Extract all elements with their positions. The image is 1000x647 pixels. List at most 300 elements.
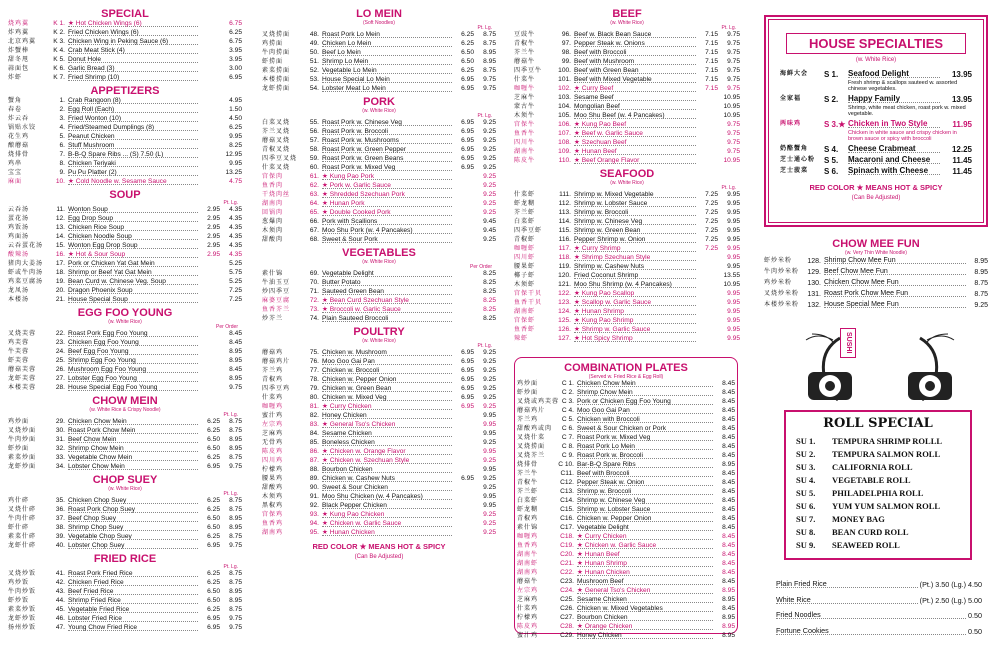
price-large: 9.25	[483, 182, 496, 190]
price-large: 8.45	[229, 366, 242, 374]
price-pint: 7.15	[705, 67, 718, 75]
item-number: 132.	[807, 302, 821, 309]
item-number: 61.	[309, 173, 319, 181]
combo-title: COMBINATION PLATES	[564, 362, 688, 374]
item-name: ★ Hunan Beef	[577, 551, 713, 558]
item-number: C 7.	[561, 434, 574, 442]
menu-item	[262, 430, 496, 439]
chinese-name: 北京鸡翼	[8, 39, 37, 46]
item-number: 94.	[309, 520, 319, 528]
price-large: 8.75	[229, 533, 242, 541]
menu-item	[8, 533, 242, 542]
section-title: PORK	[363, 96, 395, 108]
item-number: 33.	[55, 454, 65, 462]
roll-list	[796, 435, 960, 552]
chinese-name: 青椒叉烧	[262, 147, 291, 154]
item-number: 39.	[55, 533, 65, 541]
menu-item	[8, 56, 242, 65]
price-large: 9.25	[483, 439, 496, 447]
chinese-name: 陈皮鸡	[262, 449, 284, 456]
price-pint: 2.95	[207, 224, 220, 232]
chinese-name: 四川虾	[514, 255, 536, 262]
chinese-name: 鱼香鸡	[517, 543, 539, 550]
menu-item	[262, 137, 496, 146]
menu-item	[514, 85, 740, 94]
item-name: ★ Kung Pao Shrimp	[574, 317, 696, 324]
menu-item	[514, 209, 740, 218]
item-number: 68.	[309, 236, 319, 244]
menu-item	[514, 31, 740, 40]
item-name: Beef with Mushroom	[574, 58, 696, 65]
size-header: Pt. Lg.	[721, 185, 736, 191]
section-title: CHOP SUEY	[92, 474, 158, 486]
menu-item	[8, 436, 242, 445]
menu-item	[262, 502, 496, 511]
item-name: ★ Shrimp w. Garlic Sauce	[574, 326, 696, 333]
chinese-name: 陈皮牛	[514, 158, 536, 165]
chinese-name: 咖喱虾	[514, 246, 536, 253]
price-pint: 6.95	[461, 76, 474, 84]
price: 8.45	[722, 497, 735, 505]
price: 12.25	[951, 145, 972, 154]
price-large: 4.35	[229, 242, 242, 250]
chinese-name: 白菜叉烧	[262, 120, 291, 127]
chinese-name: 炸云吞	[8, 116, 30, 123]
item-name: Moo Shu Chicken (w. 4 Pancakes)	[322, 493, 452, 500]
chinese-name: 鸡捞面	[262, 41, 284, 48]
menu-item	[8, 224, 242, 233]
roll-name: MONEY BAG	[832, 514, 885, 524]
section-subtitle: (w. White Rice)	[610, 180, 644, 186]
item-name: House Special Mee Fun	[824, 301, 966, 308]
item-name: ★ General Tso's Chicken	[577, 587, 713, 594]
menu-item	[514, 191, 740, 200]
size-header: Pt. Lg.	[223, 564, 238, 570]
item-name: Chicken Fried Rice	[68, 579, 198, 586]
price-pint: 6.25	[461, 31, 474, 39]
menu-item	[8, 38, 242, 47]
menu-item	[8, 570, 242, 579]
chinese-name: 青椒牛	[517, 480, 539, 487]
menu-item	[8, 418, 242, 427]
size-header: Per Order	[470, 264, 492, 270]
chinese-name: 猪肉大姜汤	[8, 261, 44, 268]
item-number: C12.	[560, 479, 574, 487]
price-large: 9.95	[727, 245, 740, 253]
price-pint: 6.50	[207, 445, 220, 453]
menu-item	[8, 515, 242, 524]
chinese-name: 虾芙蓉	[8, 358, 30, 365]
item-number: 77.	[309, 367, 319, 375]
item-name: Crab Rangoon (8)	[68, 97, 198, 104]
roll-name: YUM YUM SALMON ROLL	[832, 501, 941, 511]
menu-item	[514, 121, 740, 130]
chinese-name: 咖喱牛	[514, 86, 536, 93]
chinese-name: 辣虾	[514, 336, 529, 343]
item-number: 116.	[558, 236, 571, 244]
menu-item	[8, 497, 242, 506]
price-large: 9.25	[483, 457, 496, 465]
item-number: 48.	[309, 31, 319, 39]
price-large: 9.95	[727, 335, 740, 343]
chinese-name: 龙虾什碎	[8, 543, 37, 550]
item-number: 111.	[559, 191, 571, 199]
item-name: Roast Pork Fried Rice	[68, 570, 198, 577]
item-number: C11.	[560, 470, 574, 478]
chinese-name: 春卷	[8, 107, 23, 114]
chinese-name: 奶酪蟹角	[780, 146, 809, 152]
price-large: 9.75	[727, 148, 740, 156]
item-name: Donut Hole	[68, 56, 198, 63]
price-large: 10.95	[723, 94, 740, 102]
chinese-name: 两味鸡	[780, 121, 802, 127]
menu-item	[514, 200, 740, 209]
menu-item	[8, 260, 242, 269]
price-large: 6.25	[229, 124, 242, 132]
menu-item	[8, 339, 242, 348]
combo-item	[517, 443, 735, 452]
item-number: C18.	[560, 533, 574, 541]
item-name: Honey Chicken	[577, 632, 713, 639]
roll-name: SEAWEED ROLL	[832, 540, 900, 550]
item-name: ★ Hunan Shrimp	[577, 560, 713, 567]
price-large: 8.25	[483, 288, 496, 296]
roll-code: SU 1.	[796, 436, 816, 446]
roll-item	[796, 474, 960, 487]
item-name: Chicken Lo Mein	[322, 40, 452, 47]
price-large: 9.75	[727, 49, 740, 57]
chinese-name: 本楼捞面	[262, 77, 291, 84]
price-large: 9.25	[483, 511, 496, 519]
item-number: 15.	[55, 242, 65, 250]
item-number: 85.	[309, 439, 319, 447]
item-number: 128.	[807, 258, 821, 265]
price: 9.25	[974, 302, 988, 309]
price: 8.95	[722, 632, 735, 640]
item-name: Roast Pork Lo Mein	[577, 443, 713, 450]
menu-item	[514, 227, 740, 236]
chinese-name: 宫保干贝	[514, 291, 543, 298]
item-number: 88.	[309, 466, 319, 474]
item-name: Sweet & Sour Chicken	[322, 484, 452, 491]
item-name: Egg Drop Soup	[68, 215, 198, 222]
chinese-name: 宫保虾	[514, 318, 536, 325]
roll-code: SU 9.	[796, 540, 816, 550]
item-name: Fried/Steamed Dumplings (8)	[68, 124, 198, 131]
price-pint: 6.95	[461, 403, 474, 411]
chinese-name: 炒芥兰	[262, 316, 284, 323]
roll-item	[796, 435, 960, 448]
price-large: 10.95	[723, 112, 740, 120]
item-number: 97.	[561, 40, 571, 48]
item-name: Sesame Chicken	[322, 430, 452, 437]
item-number: 27.	[55, 375, 65, 383]
chinese-name: 什菜叉烧	[262, 165, 291, 172]
combo-item	[517, 614, 735, 623]
item-number: 50.	[309, 49, 319, 57]
price-pint: 6.50	[207, 588, 220, 596]
menu-item	[514, 130, 740, 139]
chinese-name: 无骨鸡	[262, 440, 284, 447]
chinese-name: 虾炒面	[8, 446, 30, 453]
price-large: 9.25	[483, 164, 496, 172]
price-pint: 7.15	[705, 49, 718, 57]
item-number: 12.	[55, 215, 65, 223]
item-name: Roast Pork w. Broccoli	[577, 452, 713, 459]
price-large: 9.25	[483, 155, 496, 163]
chinese-name: 芝士通心粉	[780, 157, 816, 163]
chinese-name: 青椒虾	[514, 237, 536, 244]
combo-item	[517, 551, 735, 560]
item-name: ★ Curry Beef	[574, 85, 696, 92]
menu-item	[262, 191, 496, 200]
price-large: 8.95	[229, 597, 242, 605]
section-title: FRIED RICE	[93, 553, 157, 565]
menu-item	[8, 106, 242, 115]
item-number: 59.	[309, 155, 319, 163]
item-name: Pepper Shrimp w. Onion	[574, 236, 696, 243]
price-large: 5.75	[229, 269, 242, 277]
item-name: Shrimp Chow Mee Fun	[824, 257, 966, 264]
menu-item	[262, 164, 496, 173]
chinese-name: 叉烧捞面	[262, 32, 291, 39]
price-large: 9.95	[727, 299, 740, 307]
chinese-name: 咖喱鸡	[262, 404, 284, 411]
menu-item	[8, 375, 242, 384]
price-pint: 6.25	[207, 418, 220, 426]
price-large: 8.95	[229, 357, 242, 365]
item-name: Bourbon Chicken	[577, 614, 713, 621]
item-number: 105.	[558, 112, 571, 120]
price: 8.45	[722, 605, 735, 613]
price-large: 9.95	[727, 326, 740, 334]
price-large: 9.75	[483, 85, 496, 93]
item-number: 76.	[309, 358, 319, 366]
item-name: Moo Shu Shrimp (w. 4 Pancakes)	[574, 281, 696, 288]
item-number: 9.	[59, 169, 65, 177]
price-large: 4.35	[229, 224, 242, 232]
menu-item	[262, 529, 496, 538]
chinese-name: 牛肉炒米粉	[764, 269, 800, 275]
item-name: ★ Chicken w. Orange Flavor	[322, 448, 452, 455]
price: 8.95	[722, 614, 735, 622]
chinese-name: 宝宝	[8, 170, 23, 177]
item-description: Fresh shrimp & scallops sauteed w. assorted chinese vegetables.	[848, 80, 958, 92]
price-pint: 7.15	[705, 31, 718, 39]
item-name: Mushroom Egg Foo Young	[68, 366, 198, 373]
item-name: ★ Scallop w. Garlic Sauce	[574, 299, 696, 306]
roll-code: SU 3.	[796, 462, 816, 472]
price-pint: 6.50	[461, 49, 474, 57]
item-number: C19.	[560, 542, 574, 550]
chinese-name: 什菜牛	[514, 77, 536, 84]
size-header: Pt. Lg.	[477, 343, 492, 349]
combo-item	[517, 596, 735, 605]
price-pint: 7.25	[705, 218, 718, 226]
side-item	[776, 593, 982, 609]
chinese-name: 虾什碎	[8, 525, 30, 532]
chinese-name: 牛芙蓉	[8, 349, 30, 356]
chinese-name: 宫保牛	[514, 122, 536, 129]
side-name: White Rice	[776, 593, 918, 604]
size-header: Pt. Lg.	[223, 412, 238, 418]
combo-item	[517, 389, 735, 398]
house-special-item	[780, 166, 972, 177]
price-pint: 6.25	[207, 533, 220, 541]
chinese-name: 青椒鸡	[517, 516, 539, 523]
item-number: 71.	[309, 288, 319, 296]
item-name: Roast Pork Chow Mee Fun	[824, 290, 966, 297]
roll-item	[796, 448, 960, 461]
chinese-name: 芥兰牛	[514, 50, 536, 57]
item-name: Moo Goo Gai Pan	[322, 358, 452, 365]
item-name: ★ Kung Pao Scallop	[574, 290, 696, 297]
price: 8.45	[722, 398, 735, 406]
item-number: 126.	[558, 326, 571, 334]
combo-item	[517, 578, 735, 587]
price-large: 9.25	[483, 475, 496, 483]
price: 8.45	[722, 542, 735, 550]
item-number: 49.	[309, 40, 319, 48]
item-name: Chicken w. Mixed Vegetables	[577, 605, 713, 612]
chinese-name: 龙虾芙蓉	[8, 376, 37, 383]
item-name: Macaroni and Cheese	[848, 155, 940, 164]
price-large: 9.75	[229, 615, 242, 623]
price-large: 8.95	[229, 524, 242, 532]
item-name: Shrimp w. Lobster Sauce	[574, 200, 696, 207]
item-number: 23.	[55, 339, 65, 347]
menu-item	[262, 448, 496, 457]
menu-item	[8, 348, 242, 357]
price-large: 10.95	[723, 157, 740, 165]
item-name: Fried Chicken Wings (6)	[68, 29, 198, 36]
item-name: Sweet & Sour Chicken or Pork	[577, 425, 713, 432]
item-number: C28.	[560, 623, 574, 631]
chinese-name: 素什锦	[262, 271, 284, 278]
item-number: 4.	[59, 124, 65, 132]
price-large: 9.95	[483, 466, 496, 474]
item-number: 47.	[55, 624, 65, 632]
menu-item	[8, 178, 242, 187]
item-name: ★ Beef w. Garlic Sauce	[574, 130, 696, 137]
price-large: 9.25	[483, 191, 496, 199]
menu-item	[262, 315, 496, 324]
price: 8.95	[722, 461, 735, 469]
item-name: ★ Curry Chicken	[322, 403, 452, 410]
combo-item	[517, 488, 735, 497]
combo-item	[517, 452, 735, 461]
chinese-name: 四季豆牛	[514, 68, 543, 75]
chinese-name: 蜜汁鸡	[262, 413, 284, 420]
item-number: C24.	[560, 587, 574, 595]
item-name: Vegetable Delight	[322, 270, 452, 277]
chinese-name: 湖南虾	[517, 561, 539, 568]
price-pint: 7.25	[705, 200, 718, 208]
menu-item	[8, 296, 242, 305]
menu-item	[262, 218, 496, 227]
item-name: Roast Pork w. Mixed Veg	[322, 164, 452, 171]
menu-item	[8, 115, 242, 124]
chinese-name: 虾炒面	[517, 390, 539, 397]
menu-item	[514, 236, 740, 245]
chinese-name: 龙虾捞面	[262, 86, 291, 93]
item-name: Beef Chow Mein	[68, 436, 198, 443]
menu-item	[8, 133, 242, 142]
item-number: 11.	[56, 206, 65, 214]
item-name: Bar-B-Q Spare Ribs	[577, 461, 713, 468]
price-pint: 6.95	[461, 358, 474, 366]
item-name: Beef Egg Foo Young	[68, 348, 198, 355]
price-pint: 6.95	[207, 463, 220, 471]
chinese-name: 蘑菇牛	[517, 579, 539, 586]
side-price: (Pt.) 3.50 (Lg.) 4.50	[919, 580, 982, 589]
menu-item	[262, 155, 496, 164]
item-number: 127.	[558, 335, 571, 343]
item-number: C14.	[560, 497, 574, 505]
item-number: K 5.	[53, 56, 65, 64]
chinese-name: 鸡什碎	[8, 498, 30, 505]
item-name: Black Pepper Chicken	[322, 502, 452, 509]
chinese-name: 虾龙糊	[514, 201, 536, 208]
chinese-name: 叉烧炒米粉	[764, 291, 800, 297]
item-name: Moo Shu Beef (w. 4 Pancakes)	[574, 112, 696, 119]
chow-mee-fun-item	[764, 278, 988, 289]
item-number: 34.	[55, 463, 65, 471]
price-large: 9.25	[483, 520, 496, 528]
item-number: 112.	[558, 200, 571, 208]
item-name: ★ General Tso's Chicken	[322, 421, 452, 428]
item-name: Beef Chow Mee Fun	[824, 268, 966, 275]
item-number: 30.	[55, 427, 65, 435]
item-name: Plain Sauteed Broccoli	[322, 315, 452, 322]
item-name: Roast Pork w. Green Pepper	[322, 146, 452, 153]
item-name: ★ Beef Orange Flavor	[574, 157, 696, 164]
price-pint: 6.95	[461, 376, 474, 384]
price-pint: 6.95	[461, 119, 474, 127]
item-number: 7.	[59, 151, 65, 159]
item-name: Beef Chop Suey	[68, 515, 198, 522]
price-large: 9.25	[483, 119, 496, 127]
item-name: Seafood Delight	[848, 69, 940, 78]
roll-item	[796, 500, 960, 513]
section-title: LO MEIN	[356, 8, 402, 20]
price-pint: 6.95	[207, 624, 220, 632]
combo-item	[517, 560, 735, 569]
roll-name: PHILADELPHIA ROLL	[832, 488, 924, 498]
item-number: 43.	[55, 588, 65, 596]
price-pint: 7.15	[705, 40, 718, 48]
price-large: 8.25	[483, 315, 496, 323]
side-price: 0.50	[968, 611, 982, 620]
item-number: 108.	[558, 139, 571, 147]
item-number: 24.	[55, 348, 65, 356]
item-name: Shrimp w. Chinese Veg	[577, 497, 713, 504]
menu-item	[8, 287, 242, 296]
item-name: Chicken w. Pepper Onion	[577, 515, 713, 522]
menu-item	[262, 270, 496, 279]
item-number: S 1.	[824, 70, 839, 79]
price-pint: 6.95	[461, 137, 474, 145]
item-name: Pepper Steak w. Onions	[574, 40, 696, 47]
menu-item	[262, 182, 496, 191]
price-large: 8.75	[483, 67, 496, 75]
price-large: 9.95	[727, 218, 740, 226]
item-number: 79.	[309, 385, 319, 393]
item-number: C16.	[560, 515, 574, 523]
item-name: Lobster Fried Rice	[68, 615, 198, 622]
item-number: 121.	[558, 281, 571, 289]
chinese-name: 云吞汤	[8, 207, 30, 214]
